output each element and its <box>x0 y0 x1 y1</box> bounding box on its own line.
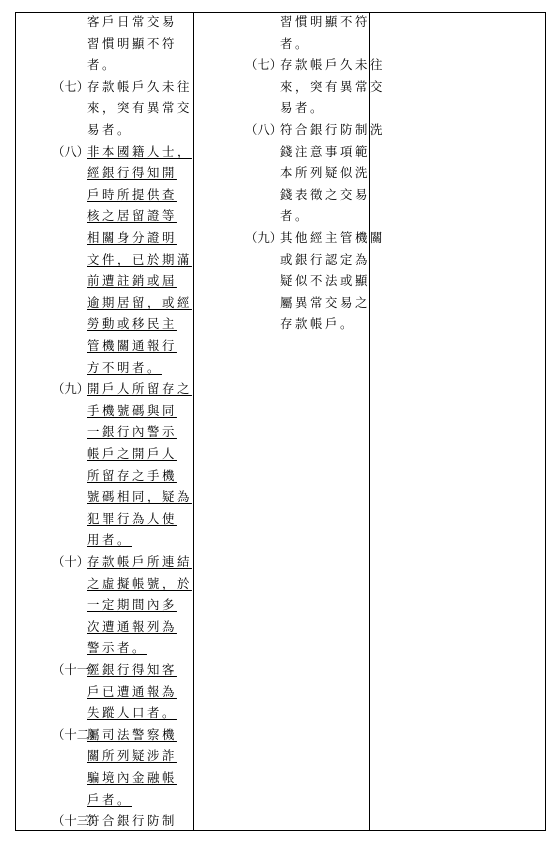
text-line: 次遭通報列為 <box>87 618 177 634</box>
item-marker: （七） <box>245 57 283 73</box>
text-line: 戶已遭通報為 <box>87 683 177 699</box>
text-line: 戶時所提供查 <box>87 186 177 202</box>
text-line: 帳戶之開戶人 <box>87 446 177 461</box>
item-marker: （九） <box>245 230 283 245</box>
text-line: 存款帳戶久未往 <box>87 78 192 94</box>
text-line: 屬異常交易之 <box>280 294 370 310</box>
text-line: 用者。 <box>87 532 132 548</box>
text-line: 者。 <box>280 35 310 51</box>
text-line: 存款帳戶。 <box>280 316 355 332</box>
item-marker: （九） <box>52 381 90 397</box>
text-line: 者。 <box>87 57 117 73</box>
text-line: 一銀行內警示 <box>87 424 177 440</box>
text-line: 經銀行得知客 <box>87 662 177 677</box>
text-line: 非本國籍人士， <box>87 143 192 159</box>
text-line: 存款帳戶所連結 <box>87 554 192 569</box>
text-line: 所留存之手機 <box>87 467 177 483</box>
text-line: 來，突有異常交 <box>280 78 385 94</box>
text-line: 錢表徵之交易 <box>280 186 370 202</box>
item-marker: （七） <box>52 78 90 94</box>
text-line: 者。 <box>280 208 310 224</box>
text-line: 核之居留證等 <box>87 208 177 224</box>
text-line: 相關身分證明 <box>87 230 177 245</box>
text-line: 號碼相同，疑為 <box>87 489 192 505</box>
text-line: 習慣明顯不符 <box>280 14 370 29</box>
item-marker: （八） <box>52 143 90 159</box>
text-line: 來，突有異常交 <box>87 100 192 116</box>
text-line: 戶者。 <box>87 791 132 807</box>
text-line: 其他經主管機關 <box>280 230 385 245</box>
text-line: 勞動或移民主 <box>87 316 177 332</box>
text-line: 符合銀行防制洗 <box>280 122 385 137</box>
text-line: 逾期居留，或經 <box>87 294 192 310</box>
text-line: 本所列疑似洗 <box>280 165 370 181</box>
column-divider-left <box>193 13 194 830</box>
text-line: 經銀行得知開 <box>87 165 177 181</box>
text-line: 之虛擬帳號，於 <box>87 575 192 591</box>
text-line: 存款帳戶久未往 <box>280 57 385 73</box>
text-line: 易者。 <box>87 122 132 137</box>
text-line: 前遭註銷或屆 <box>87 273 177 289</box>
item-marker: （十一） <box>52 662 102 677</box>
text-line: 手機號碼與同 <box>87 402 177 418</box>
text-line: 疑似不法或顯 <box>280 273 370 289</box>
text-line: 犯罪行為人使 <box>87 510 177 526</box>
text-line: 方不明者。 <box>87 359 162 375</box>
text-line: 習慣明顯不符 <box>87 35 177 51</box>
text-line: 失蹤人口者。 <box>87 705 177 721</box>
text-line: 管機關通報行 <box>87 338 177 353</box>
text-line: 客戶日常交易 <box>87 14 177 29</box>
item-marker: （八） <box>245 122 283 137</box>
text-line: 屬司法警察機 <box>87 726 177 742</box>
comparison-table <box>15 12 546 831</box>
text-line: 騙境內金融帳 <box>87 770 177 785</box>
text-line: 一定期間內多 <box>87 597 177 613</box>
item-marker: （十三） <box>52 813 102 829</box>
text-line: 關所列疑涉詐 <box>87 748 177 764</box>
item-marker: （十） <box>52 554 90 569</box>
item-marker: （十二） <box>52 726 102 742</box>
text-line: 警示者。 <box>87 640 147 656</box>
text-line: 文件，已於期滿 <box>87 251 192 267</box>
text-line: 易者。 <box>280 100 325 116</box>
text-line: 符合銀行防制 <box>87 813 177 829</box>
text-line: 或銀行認定為 <box>280 251 370 267</box>
text-line: 錢注意事項範 <box>280 143 370 159</box>
text-line: 開戶人所留存之 <box>87 381 192 397</box>
